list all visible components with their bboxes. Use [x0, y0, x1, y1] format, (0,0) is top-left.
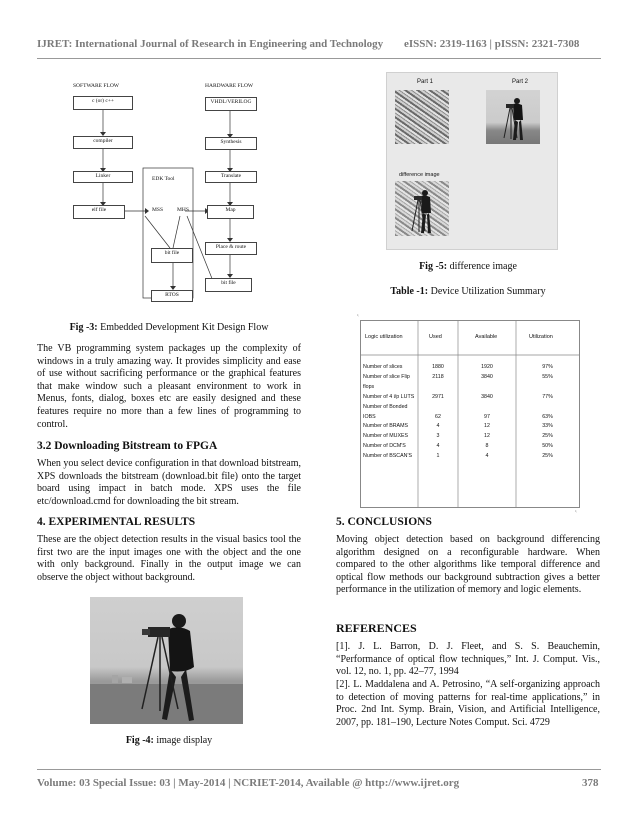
cell-available: 3840: [481, 373, 493, 380]
cell-used: 4: [436, 443, 440, 450]
reference-2: [2]. L. Maddalena and A. Petrosino, “A self-organizing approach to detection of moving patterns for real-time applications,” in Proc. 2nd Int. Symp. Brain, Vision, and Artificial Intelligence, 2007, pp. 181–190, Lecture Notes Comput. Sci. 4729: [336, 679, 600, 728]
references-heading: REFERENCES: [336, 621, 417, 635]
table-row: [361, 383, 579, 393]
software-flow-title: SOFTWARE FLOW: [73, 83, 119, 89]
cell-utilization: 25%: [542, 453, 553, 460]
cell-used: 1880: [432, 364, 444, 370]
cell-utilization: 25%: [542, 433, 553, 440]
cell-logic: Number of Bonded: [363, 403, 408, 410]
header-available: Available: [475, 334, 498, 340]
page-number: 378: [582, 777, 599, 789]
cell-utilization: 97%: [542, 364, 553, 370]
flow-box-synthesis: Synthesis: [205, 137, 257, 150]
cell-available: 8: [485, 443, 489, 450]
cell-logic: Number of slices: [363, 364, 403, 370]
part2-label: Part 2: [512, 79, 529, 85]
cell-available: 97: [484, 413, 490, 420]
mhs-label: MHS: [177, 207, 189, 213]
table-row: [361, 452, 579, 462]
cell-logic: flops: [363, 383, 375, 390]
cell-used: [418, 403, 458, 413]
cell-logic: Number of MUXES: [363, 433, 409, 440]
cell-logic: Number of 4 i/p LUTS: [363, 393, 415, 400]
cell-utilization: 63%: [542, 413, 553, 420]
table-corner-mark-2: ς: [575, 508, 577, 513]
fig4-image-display: [90, 597, 243, 724]
design-flow-diagram: [55, 76, 300, 308]
table-row: [361, 413, 579, 423]
section-5-heading: 5. CONCLUSIONS: [336, 516, 432, 528]
table1-caption: Table -1: Device Utilization Summary: [390, 286, 546, 297]
cell-logic: Number of BSCAN'S: [363, 453, 412, 460]
flow-box-c: c (or) c++: [73, 96, 133, 110]
cell-available: 3840: [481, 393, 493, 400]
cameraman-picture: [90, 597, 243, 724]
utilization-table-frame: [360, 320, 580, 508]
reference-1: [1]. J. L. Barron, D. J. Fleet, and S. S. Beauchemin, “Performance of optical flow techniques,” Int. J. Comput. Vis., vol. 12, no. 1, pp. 42–77, 1994: [336, 641, 600, 678]
difference-image: [395, 181, 449, 236]
flow-box-linker: Linker: [73, 171, 133, 183]
flow-box-rtos: RTOS: [151, 290, 193, 302]
cell-available: 4: [485, 453, 489, 460]
table-row: [361, 432, 579, 442]
cell-used: 62: [435, 413, 441, 420]
cell-utilization: 77%: [542, 393, 553, 400]
flow-box-vhdl: VHDL/VERILOG: [205, 97, 257, 111]
cell-logic: Number of slice Flip: [363, 373, 410, 380]
header-used: Used: [429, 334, 442, 340]
table-row: [361, 393, 579, 403]
cell-used: 4: [436, 423, 440, 430]
cell-available: [458, 383, 516, 393]
header-logic: Logic utilization: [365, 334, 403, 340]
cell-utilization: 33%: [542, 423, 553, 430]
table-row: [361, 442, 579, 452]
table-row: [361, 373, 579, 383]
flow-arrows: [55, 76, 300, 308]
footer-rule: [37, 769, 601, 770]
mss-label: MSS: [152, 207, 164, 213]
flow-box-bit-file-edk: bit file: [151, 248, 193, 263]
cell-used: 2971: [432, 393, 444, 400]
section-3-2-heading: 3.2 Downloading Bitstream to FPGA: [37, 440, 218, 452]
difference-image-label: difference image: [399, 172, 440, 178]
issn: eISSN: 2319-1163 | pISSN: 2321-7308: [404, 38, 580, 50]
cell-utilization: 55%: [542, 373, 553, 380]
flow-box-bit-file: bit file: [205, 278, 252, 292]
fig5-difference-panel: [386, 72, 558, 250]
table-row: [361, 422, 579, 432]
flow-box-place-route: Place & route: [205, 242, 257, 255]
header-utilization: Utilization: [529, 334, 553, 340]
cell-available: 12: [484, 433, 490, 440]
cell-available: 12: [484, 423, 490, 430]
edk-tool-label: EDK Tool: [152, 176, 175, 182]
fig4-caption: Fig -4: image display: [125, 735, 213, 746]
cell-available: 1920: [481, 364, 493, 370]
cell-available: [458, 403, 516, 413]
cell-utilization: [516, 403, 579, 413]
cell-used: 2118: [432, 373, 444, 380]
footer-volume: Volume: 03 Special Issue: 03 | May-2014 | NCRIET-2014, Available @ http://www.ijret.org: [37, 777, 460, 789]
flow-box-elf-file: elf file: [73, 205, 125, 219]
cell-logic: Number of BRAMS: [363, 423, 409, 430]
part1-image: [395, 90, 449, 144]
section-4-heading: 4. EXPERIMENTAL RESULTS: [37, 516, 196, 528]
flow-box-translate: Translate: [205, 171, 257, 183]
cell-used: 3: [436, 433, 440, 440]
part1-label: Part 1: [417, 79, 434, 85]
header-rule: [37, 58, 601, 59]
table-corner-mark: ς: [357, 312, 359, 317]
journal-title: IJRET: International Journal of Research in Engineering and Technology: [37, 38, 384, 50]
cell-used: 1: [436, 453, 440, 460]
section-4-text: These are the object detection results in the visual basics tool the first two are the input images one with the object and the one with only background. Finally in the output image we can observe the object without background.: [37, 534, 301, 583]
flow-box-compiler: compiler: [73, 136, 133, 149]
cell-utilization: 50%: [542, 443, 553, 450]
vb-paragraph: The VB programming system packages up the complexity of windows in a truly amazing way. It provides simplicity and ease of use without sacrificing performance or the graphical features that make window such a pleasant environment to work in Menus, fonts, dialog, boxes etc are easily designed and these features require no more than a few lines of programming to control.: [37, 343, 301, 430]
table-row: [361, 403, 579, 413]
part2-image: [486, 90, 540, 144]
cell-logic: IOBS: [363, 413, 376, 420]
section-5-text: Moving object detection based on background differencing algorithm designed on a reconfigurable hardware. When compared to the other algorithms like temporal difference and optical flow methods our background subtraction gives a better performance in the utilization of memory and logic elements.: [336, 534, 600, 596]
fig3-caption: Fig -3: Embedded Development Kit Design Flow: [69, 322, 269, 333]
cell-logic: Number of DCM'S: [363, 443, 406, 450]
fig5-caption: Fig -5: difference image: [419, 261, 517, 272]
section-3-2-text: When you select device configuration in that download bitstream, XPS downloads the bitstream (download.bit file) onto the target board using impact in batch mode. XPS uses the file etc/download.cmd for downloading the bit stream.: [37, 458, 301, 507]
hardware-flow-title: HARDWARE FLOW: [205, 83, 254, 89]
table-row: [361, 363, 579, 373]
cell-used: [418, 383, 458, 393]
flow-box-map: Map: [207, 205, 254, 219]
utilization-rows: [361, 363, 579, 462]
cell-utilization: [516, 383, 579, 393]
